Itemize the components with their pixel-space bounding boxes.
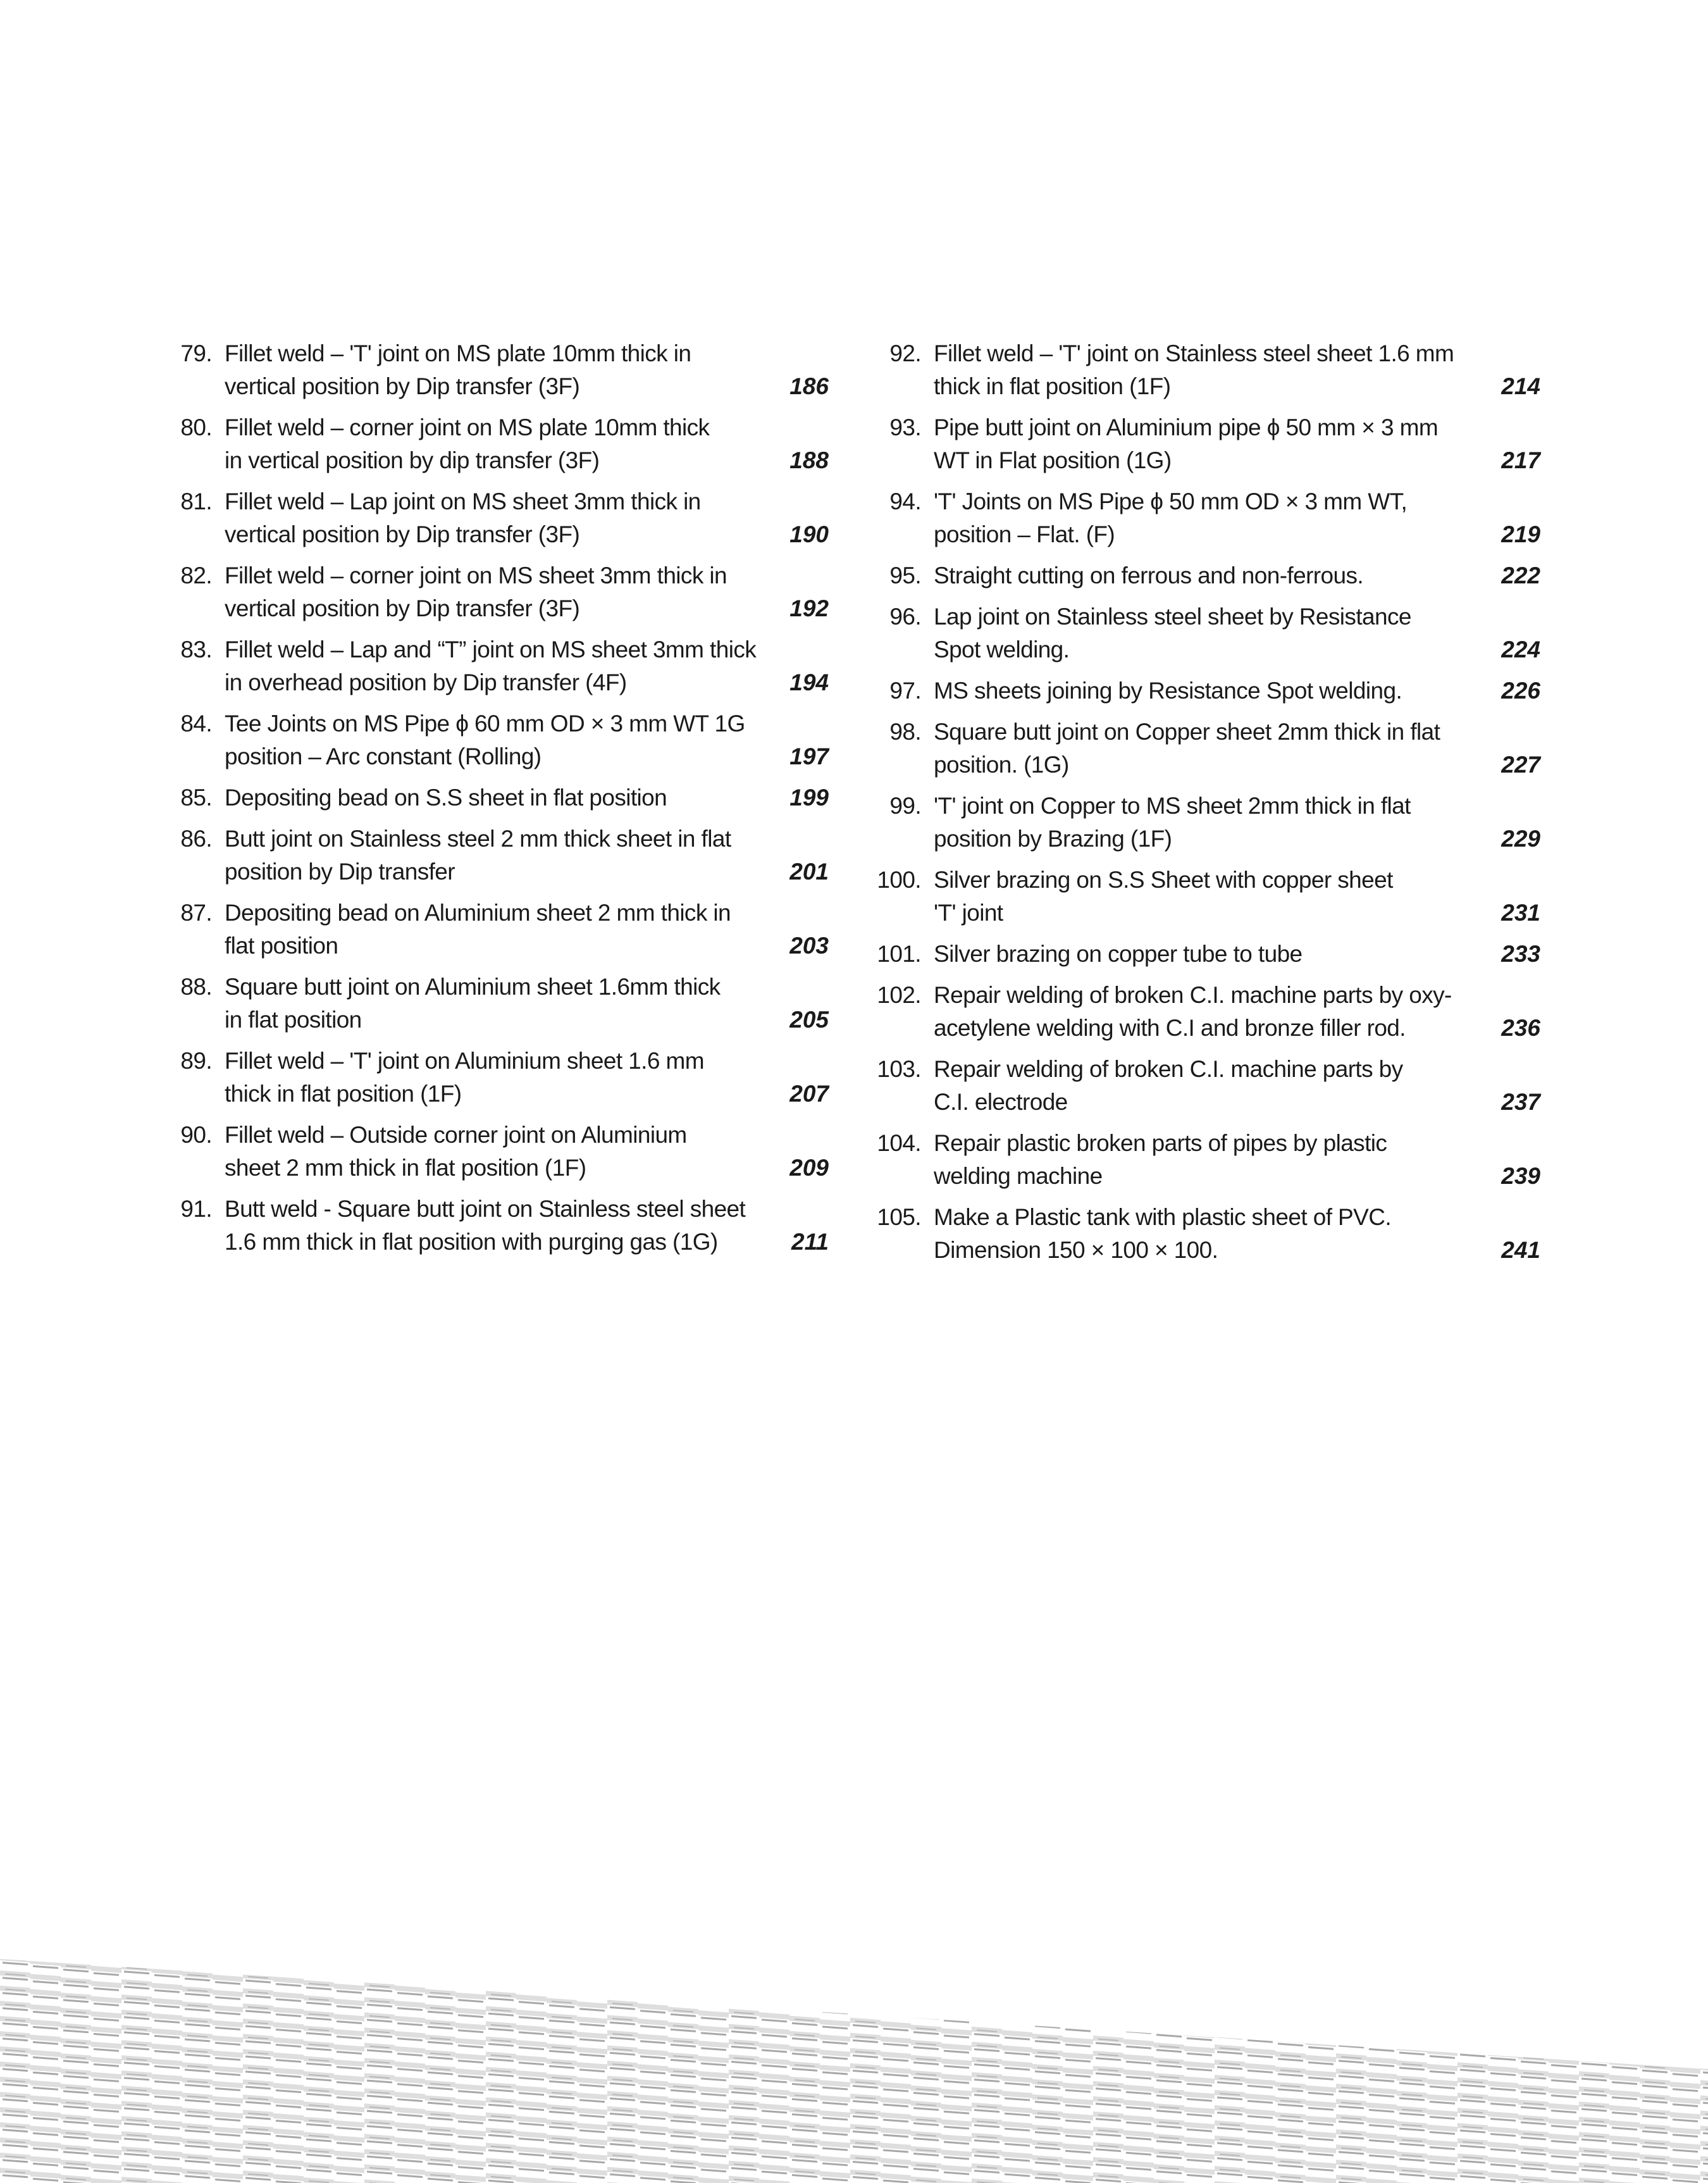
entry-title-line: Square butt joint on Copper sheet 2mm thick in flat [934,719,1440,745]
entry-page-number: 203 [789,933,829,959]
toc-entry-100[interactable] [867,864,1540,930]
entry-title-line: WT in Flat position (1G) [934,447,1172,473]
entry-number: 94. [889,488,921,514]
entry-title-line: position – Arc constant (Rolling) [225,743,541,769]
entry-title-line: Lap joint on Stainless steel sheet by Resistance [934,604,1411,630]
entry-number: 86. [180,826,212,852]
toc-entry-105[interactable] [867,1201,1540,1267]
entry-title [921,485,1540,551]
entry-title-line: sheet 2 mm thick in flat position (1F) [225,1155,586,1181]
entry-title-line: vertical position by Dip transfer (3F) [225,521,580,547]
entry-title-line: Fillet weld – Lap joint on MS sheet 3mm thick in [225,488,701,514]
entry-title-line: Tee Joints on MS Pipe ϕ 60 mm OD × 3 mm WT 1G [225,711,745,737]
entry-title [921,716,1540,781]
entry-page-number: 201 [789,859,829,885]
entry-number: 85. [180,785,212,811]
entry-title [212,971,829,1036]
entry-title-line: Fillet weld – Outside corner joint on Aluminium [225,1122,687,1148]
toc-entry-79[interactable] [168,337,829,403]
entry-title-line: in flat position [225,1007,362,1033]
entry-number: 89. [180,1048,212,1074]
entry-title-line: 1.6 mm thick in flat position with purging gas (1G) [225,1229,718,1255]
entry-title [212,559,829,625]
entry-title [212,337,829,403]
entry-page-number: 199 [789,785,829,811]
entry-title [921,337,1540,403]
toc-entry-101[interactable] [867,938,1540,971]
entry-page-number: 207 [789,1081,829,1107]
entry-title-line: Silver brazing on S.S Sheet with copper sheet [934,867,1393,893]
entry-number: 103. [877,1056,921,1082]
entry-title-line: in overhead position by Dip transfer (4F) [225,669,627,695]
toc-entry-96[interactable] [867,600,1540,666]
entry-number: 87. [180,900,212,926]
entry-page-number: 188 [789,447,829,473]
entry-title-line: Fillet weld – corner joint on MS plate 10mm thick [225,414,710,440]
toc-entry-86[interactable] [168,823,829,888]
entry-title [212,411,829,477]
entry-page-number: 214 [1501,373,1540,399]
entry-title [921,1127,1540,1193]
entry-number: 97. [889,678,921,704]
toc-entry-91[interactable] [168,1193,829,1259]
entry-title-line: welding machine [934,1163,1103,1189]
toc-entry-99[interactable] [867,790,1540,855]
entry-number: 88. [180,974,212,1000]
entry-title-line: vertical position by Dip transfer (3F) [225,595,580,621]
entry-title-line: Fillet weld – corner joint on MS sheet 3mm thick in [225,563,727,588]
entry-title-line: in vertical position by dip transfer (3F) [225,447,600,473]
entry-page-number: 222 [1501,563,1540,588]
entry-page-number: 194 [789,669,829,695]
entry-page-number: 217 [1501,447,1540,473]
entry-number: 100. [877,867,921,893]
entry-title-line: MS sheets joining by Resistance Spot welding. [934,678,1402,704]
entry-number: 91. [180,1196,212,1222]
entry-title-line: Fillet weld – Lap and “T” joint on MS sheet 3mm thick [225,637,757,662]
entry-title [212,485,829,551]
entry-title-line: 'T' joint [934,900,1003,926]
toc-entry-102[interactable] [867,979,1540,1045]
entry-page-number: 209 [789,1155,829,1181]
toc-entry-81[interactable] [168,485,829,551]
entry-title [921,675,1540,707]
entry-title [921,559,1540,592]
entry-title [921,790,1540,855]
entry-title [212,781,829,814]
entry-title-line: acetylene welding with C.I and bronze filler rod. [934,1015,1406,1041]
entry-page-number: 237 [1501,1089,1540,1115]
entry-title-line: Fillet weld – 'T' joint on Aluminium sheet 1.6 mm [225,1048,704,1074]
toc-entry-84[interactable] [168,707,829,773]
entry-page-number: 233 [1501,941,1540,967]
entry-title [921,938,1540,971]
entry-title-line: 'T' joint on Copper to MS sheet 2mm thick in flat [934,793,1411,819]
entry-title [921,411,1540,477]
entry-number: 102. [877,982,921,1008]
toc-entry-94[interactable] [867,485,1540,551]
entry-page-number: 229 [1501,826,1540,852]
entry-title-line: Make a Plastic tank with plastic sheet of PVC. [934,1204,1392,1230]
toc-entry-98[interactable] [867,716,1540,781]
entry-number: 80. [180,414,212,440]
entry-title [212,707,829,773]
entry-title-line: Square butt joint on Aluminium sheet 1.6mm thick [225,974,721,1000]
toc-entry-89[interactable] [168,1045,829,1110]
entry-number: 83. [180,637,212,662]
toc-entry-85[interactable] [168,781,829,814]
entry-page-number: 211 [791,1229,829,1255]
entry-title [212,823,829,888]
entry-title-line: Dimension 150 × 100 × 100. [934,1237,1218,1263]
entry-title-line: Butt joint on Stainless steel 2 mm thick sheet in flat [225,826,731,852]
entry-number: 96. [889,604,921,630]
entry-title-line: thick in flat position (1F) [934,373,1171,399]
entry-title-line: position by Dip transfer [225,859,455,885]
entry-title [921,1201,1540,1267]
toc-entry-82[interactable] [168,559,829,625]
entry-number: 81. [180,488,212,514]
entry-page-number: 224 [1501,637,1540,662]
toc-entry-87[interactable] [168,897,829,962]
entry-number: 82. [180,563,212,588]
entry-page-number: 226 [1501,678,1540,704]
entry-title-line: flat position [225,933,338,959]
entry-number: 93. [889,414,921,440]
entry-number: 98. [889,719,921,745]
entry-title-line: Straight cutting on ferrous and non-ferrous. [934,563,1364,588]
entry-page-number: 205 [789,1007,829,1033]
entry-title [921,1053,1540,1119]
entry-title-line: thick in flat position (1F) [225,1081,462,1107]
entry-number: 101. [877,941,921,967]
toc-entry-88[interactable] [168,971,829,1036]
entry-title [212,897,829,962]
toc-entry-97[interactable] [867,675,1540,707]
entry-title [921,864,1540,930]
entry-page-number: 227 [1501,752,1540,778]
entry-number: 90. [180,1122,212,1148]
entry-number: 104. [877,1130,921,1156]
toc-entry-92[interactable] [867,337,1540,403]
entry-page-number: 197 [789,743,829,769]
entry-title-line: Repair plastic broken parts of pipes by plastic [934,1130,1387,1156]
entry-page-number: 231 [1501,900,1540,926]
toc-right-column [867,337,1540,1275]
toc-entry-83[interactable] [168,633,829,699]
entry-title-line: Silver brazing on copper tube to tube [934,941,1303,967]
entry-page-number: 236 [1501,1015,1540,1041]
entry-page-number: 190 [789,521,829,547]
entry-title [921,600,1540,666]
entry-title [212,1119,829,1185]
entry-title-line: 'T' Joints on MS Pipe ϕ 50 mm OD × 3 mm WT, [934,488,1408,514]
toc-entry-93[interactable] [867,411,1540,477]
toc-entry-95[interactable] [867,559,1540,592]
entry-title-line: position. (1G) [934,752,1069,778]
toc-entry-104[interactable] [867,1127,1540,1193]
entry-title-line: Butt weld - Square butt joint on Stainless steel sheet [225,1196,746,1222]
toc-left-column [168,337,829,1267]
entry-number: 105. [877,1204,921,1230]
entry-title-line: Repair welding of broken C.I. machine parts by oxy- [934,982,1452,1008]
entry-title-line: Spot welding. [934,637,1070,662]
entry-title-line: Depositing bead on Aluminium sheet 2 mm thick in [225,900,731,926]
entry-title-line: Repair welding of broken C.I. machine parts by [934,1056,1403,1082]
entry-page-number: 192 [789,595,829,621]
entry-title [212,633,829,699]
entry-title-line: C.I. electrode [934,1089,1068,1115]
toc-entry-80[interactable] [168,411,829,477]
entry-page-number: 186 [789,373,829,399]
entry-title-line: position by Brazing (1F) [934,826,1172,852]
decorative-stripe-pattern [0,1955,1708,2183]
entry-title [212,1193,829,1259]
toc-entry-103[interactable] [867,1053,1540,1119]
entry-number: 84. [180,711,212,737]
entry-page-number: 219 [1501,521,1540,547]
entry-title-line: Fillet weld – 'T' joint on Stainless steel sheet 1.6 mm [934,340,1454,366]
entry-title-line: Depositing bead on S.S sheet in flat position [225,785,667,811]
entry-title-line: Fillet weld – 'T' joint on MS plate 10mm thick in [225,340,691,366]
entry-title-line: vertical position by Dip transfer (3F) [225,373,580,399]
entry-page-number: 241 [1501,1237,1540,1263]
entry-title [212,1045,829,1110]
toc-entry-90[interactable] [168,1119,829,1185]
entry-title-line: position – Flat. (F) [934,521,1115,547]
entry-title [921,979,1540,1045]
entry-page-number: 239 [1501,1163,1540,1189]
entry-number: 95. [889,563,921,588]
entry-title-line: Pipe butt joint on Aluminium pipe ϕ 50 mm × 3 mm [934,414,1439,440]
entry-number: 79. [180,340,212,366]
entry-number: 92. [889,340,921,366]
entry-number: 99. [889,793,921,819]
